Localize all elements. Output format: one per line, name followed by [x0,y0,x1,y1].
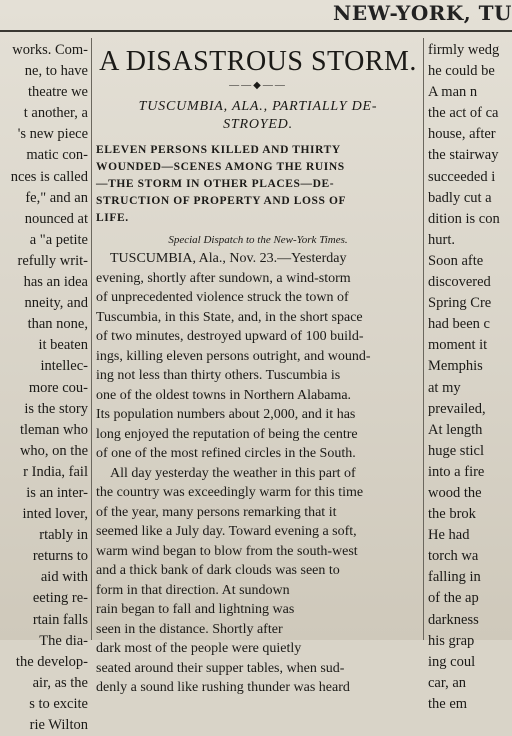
text-line: into a fire [428,463,485,480]
subhead-line: STROYED. [223,117,293,132]
text-line: seated around their supper tables, when sud- [96,660,345,676]
text-line: has an idea [23,274,88,291]
text-line: car, an [428,674,467,691]
text-line: succeeded i [428,168,496,185]
text-line: tleman who [19,421,88,438]
text-line: huge sticl [428,442,484,459]
text-line: Its population numbers about 2,000, and it has [96,407,356,422]
text-line: returns to [32,548,88,565]
text-line: Memphis [428,358,483,375]
text-line: Soon afte [428,252,484,269]
article-headline: A DISASTROUS STORM. [99,46,417,77]
text-line: house, after [428,126,496,143]
text-line: had been c [428,316,490,333]
text-line: moment it [428,337,488,354]
text-line: He had [428,527,470,544]
masthead: NEW-YORK, TU [333,1,512,25]
text-line: wood the [428,484,482,501]
text-line: of the ap [428,590,479,607]
text-line: A man n [428,84,478,101]
masthead-rule [0,30,512,32]
text-line: of two minutes, destroyed upward of 100 build- [96,329,364,344]
text-line: 's new piece [17,126,88,143]
text-line: he could be [428,63,495,80]
text-line: of one of the most refined circles in the South. [96,446,356,461]
text-line: his grap [428,632,475,649]
text-line: the stairway [428,147,499,164]
text-line: it beaten [38,337,88,354]
text-line: hurt. [428,231,455,248]
text-line: aid with [40,569,88,586]
text-line: matic con- [26,147,88,164]
text-line: At length [428,421,483,438]
text-line: rtably in [39,527,88,544]
text-line: rie Wilton [29,717,88,733]
text-line: torch wa [428,548,479,565]
article-body [96,249,420,698]
text-line: theatre we [28,84,88,101]
text-line: air, as the [32,674,88,691]
text-line: denly a sound like rushing thunder was heard [96,680,350,695]
text-line: All day yesterday the weather in this part of [110,465,356,481]
text-line: the develop- [15,653,88,670]
deck-line: ELEVEN PERSONS KILLED AND THIRTY [96,144,341,156]
text-line: more cou- [28,379,88,396]
text-line: t another, a [23,105,88,122]
text-line: ing not less than thirty others. Tuscumbia is [96,368,341,383]
text-line: than none, [27,316,88,333]
column-rule-left [91,38,92,640]
deck-line: WOUNDED—SCENES AMONG THE RUINS [96,161,345,173]
text-line: Spring Cre [428,295,492,312]
subhead-line: TUSCUMBIA, ALA., PARTIALLY DE- [138,99,378,114]
text-line: nneity, and [24,295,88,312]
text-line: and a thick bank of dark clouds was seen to [96,563,340,578]
text-line: intellec- [40,358,88,375]
left-column [0,40,88,733]
text-line: s to excite [29,695,88,712]
text-line: Tuscumbia, in this State, and, in the short space [96,309,363,325]
text-line: warm wind began to blow from the south-west [96,543,358,559]
text-line: dition is con [428,210,500,227]
text-line: the country was exceedingly warm for this time [96,485,364,500]
text-line: r India, fail [23,463,88,480]
text-line: darkness [428,611,479,628]
text-line: seemed like a July day. Toward evening a soft, [96,524,357,539]
text-line: prevailed, [428,400,486,417]
article-column [96,40,420,695]
text-line: works. Com- [12,42,88,58]
text-line: is an inter- [26,484,88,501]
headline-ornament: ——◆—— [229,80,287,91]
text-line: the act of ca [428,105,499,122]
text-line: eeting re- [32,590,88,607]
text-line: rain began to fall and lightning was [96,602,295,617]
deck-line: LIFE. [96,212,129,224]
article-subhead [96,98,420,134]
text-line: a "a petite [29,231,88,248]
text-line: ings, killing eleven persons outright, and wound- [96,348,371,364]
text-line: of unprecedented violence struck the town of [96,290,349,305]
text-line: badly cut a [428,189,492,206]
text-line: TUSCUMBIA, Ala., Nov. 23.—Yesterday [110,251,347,266]
text-line: is the story [24,400,88,417]
text-line: at my [428,379,461,396]
text-line: nounced at [24,210,88,227]
text-line: ing coul [428,653,476,670]
text-line: rtain falls [32,611,88,628]
text-line: who, on the [19,442,88,459]
text-line: long enjoyed the reputation of being the centre [96,426,358,442]
text-line: dark most of the people were quietly [96,641,302,656]
text-line: ne, to have [24,63,88,80]
text-line: fe," and an [25,189,88,206]
text-line: seen in the distance. Shortly after [96,621,283,637]
text-line: nces is called [10,168,88,185]
text-line: the em [428,695,468,712]
text-line: The dia- [39,632,88,649]
dateline: Special Dispatch to the New-York Times. [168,234,348,246]
text-line: one of the oldest towns in Northern Alabama. [96,387,352,403]
text-line: form in that direction. At sundown [96,582,290,598]
text-line: falling in [428,569,481,586]
text-line: refully writ- [17,252,88,269]
deck-line: —THE STORM IN OTHER PLACES—DE- [96,178,335,190]
text-line: the brok [428,506,476,523]
text-line: inted lover, [22,506,88,523]
text-line: firmly wedg [428,42,500,58]
text-line: evening, shortly after sundown, a wind-storm [96,270,351,286]
text-line: discovered [428,274,491,291]
article-deck [96,142,420,227]
text-line: of the year, many persons remarking that it [96,504,337,520]
right-column [428,40,512,712]
deck-line: STRUCTION OF PROPERTY AND LOSS OF [96,195,347,207]
column-rule-right [423,38,424,640]
